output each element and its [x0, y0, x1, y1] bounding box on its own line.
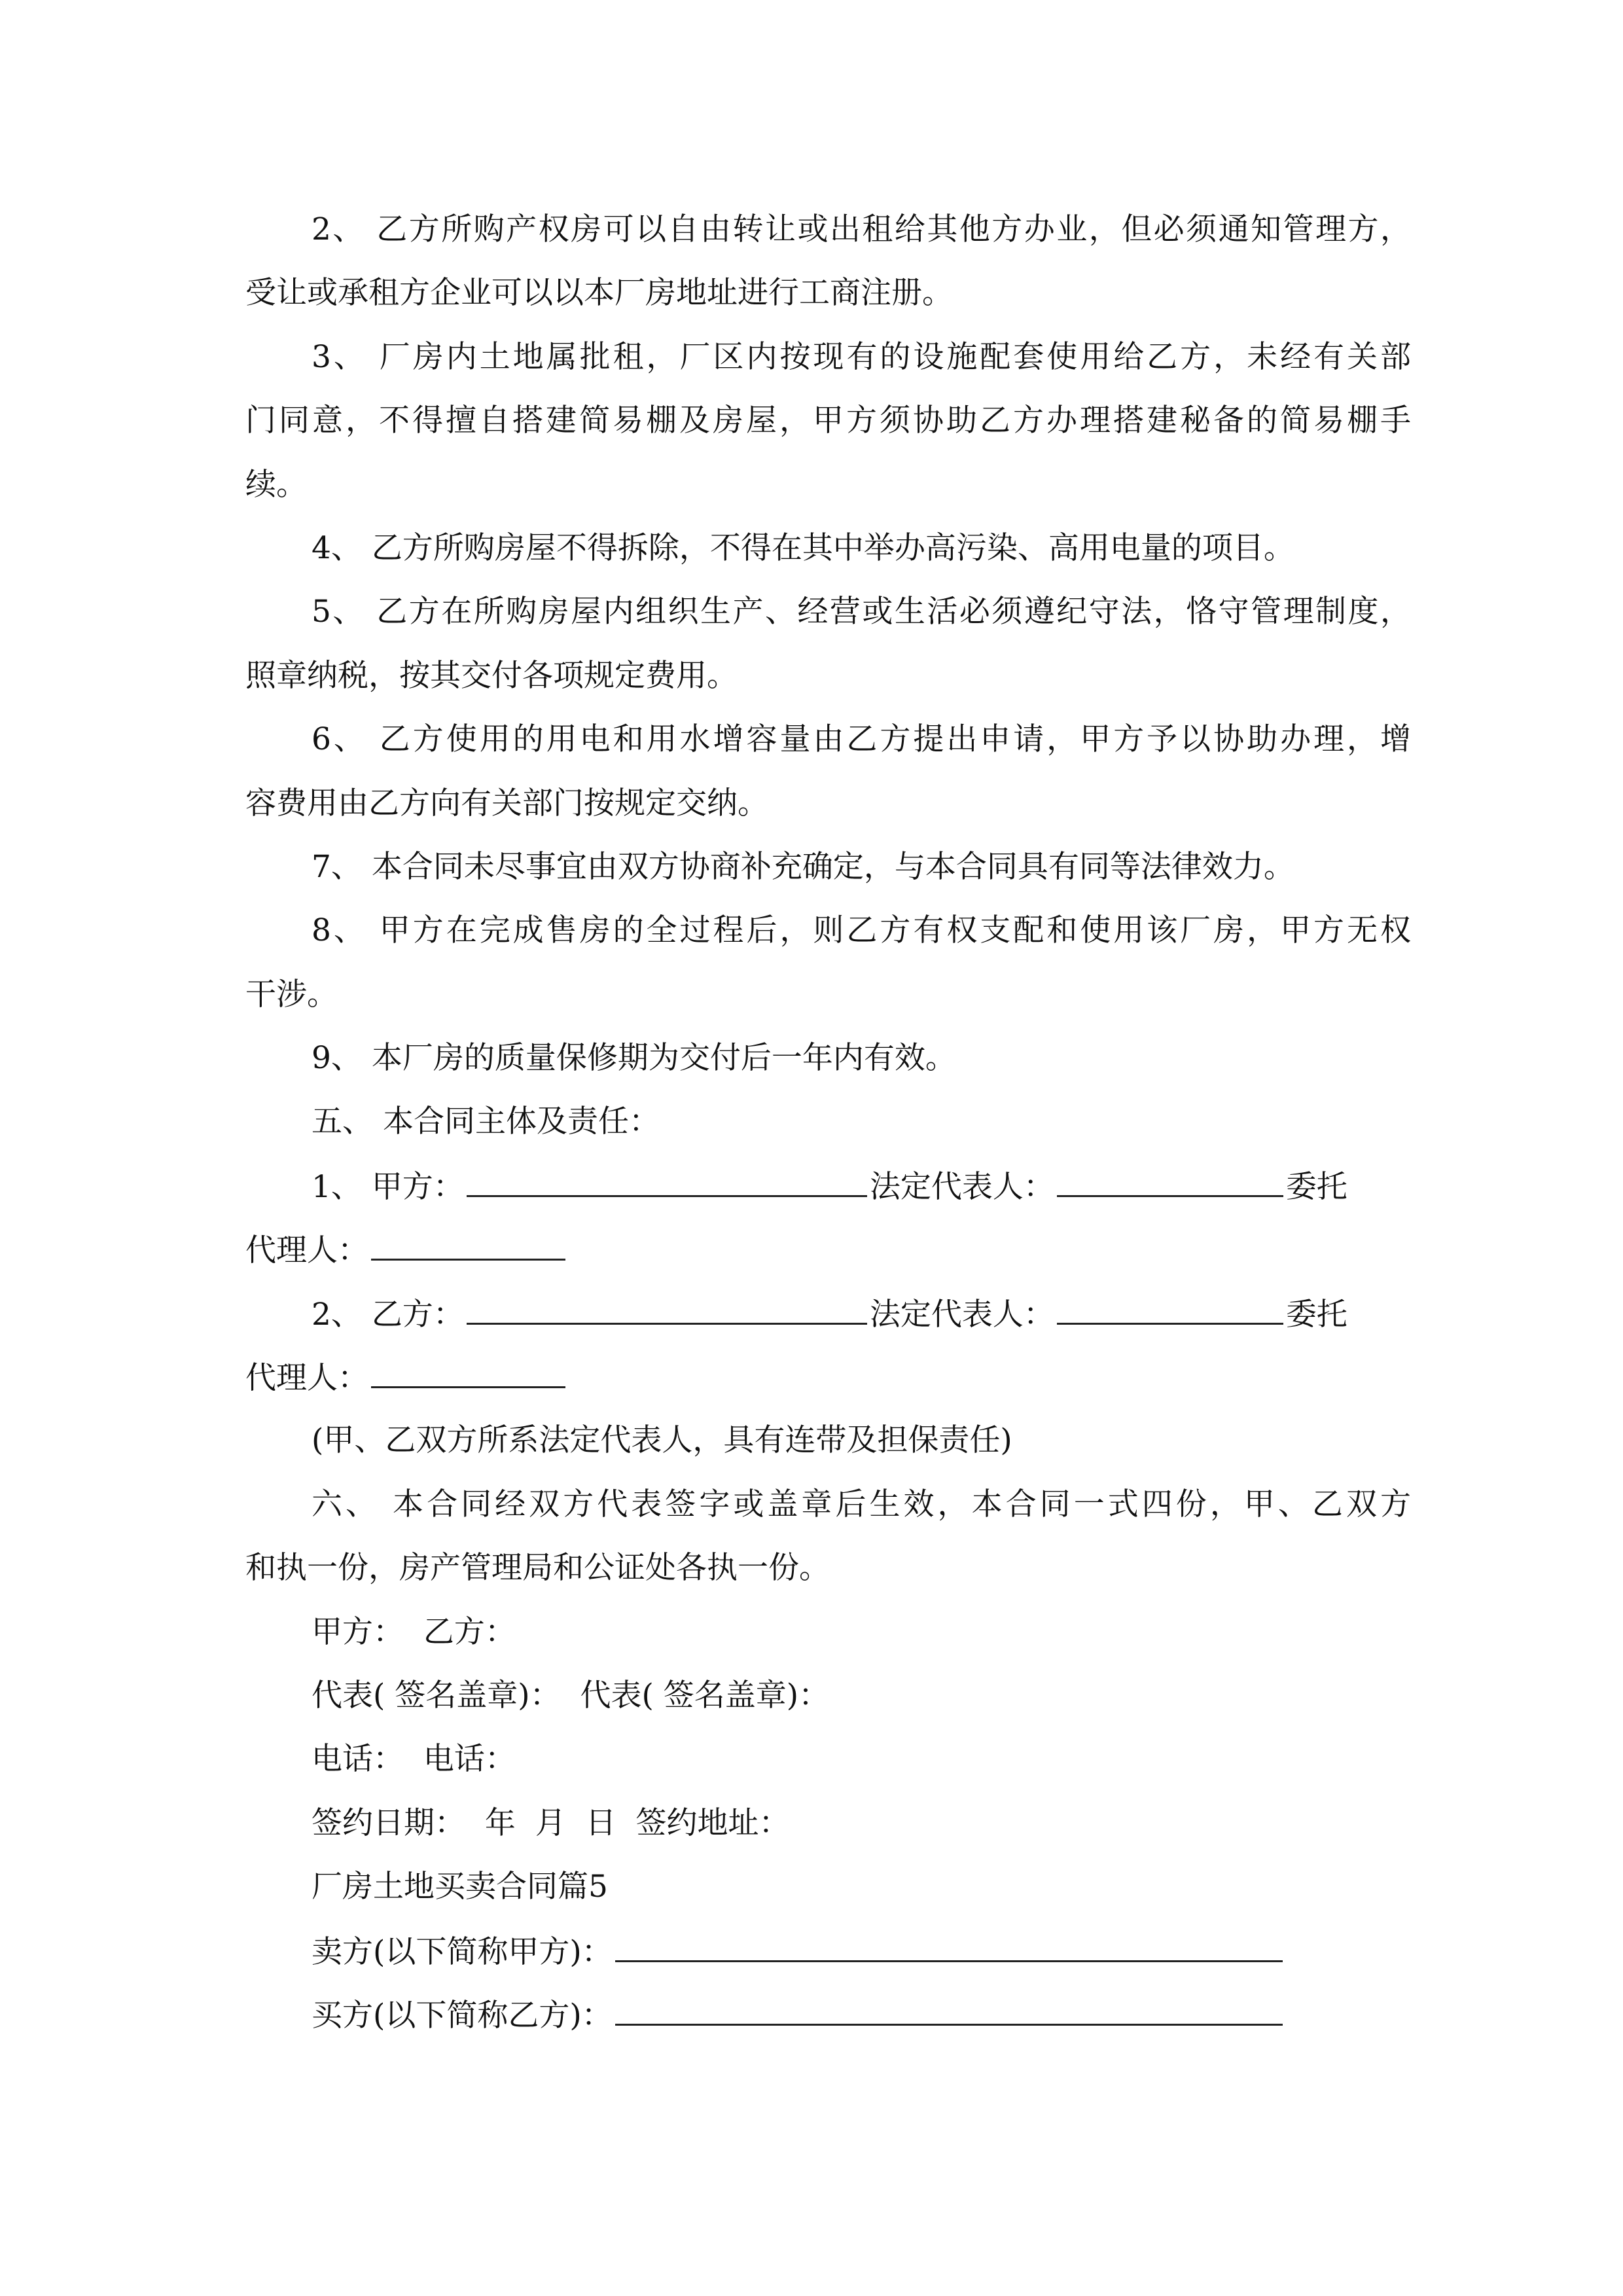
fill-in-blank[interactable]: [615, 1995, 1283, 2026]
line-text: 8、 甲方在完成售房的全过程后，则乙方有权支配和使用该厂房，甲方无权: [312, 912, 1411, 949]
line-text: 容费用由乙方向有关部门按规定交纳。: [245, 785, 768, 821]
text-line: [245, 720, 1411, 783]
text-line: [245, 911, 1411, 975]
line-text: 代表( 签名盖章)： 代表( 签名盖章)：: [312, 1677, 830, 1713]
text-line: [245, 1357, 1411, 1421]
text-line: [245, 1613, 1411, 1676]
text-line: [245, 592, 1411, 656]
line-text: 和执一份，房产管理局和公证处各执一份。: [245, 1550, 830, 1587]
line-text: 4、 乙方所购房屋不得拆除，不得在其中举办高污染、高用电量的项目。: [312, 529, 1294, 566]
line-text: 门同意，不得擅自搭建简易棚及房屋，甲方须协助乙方办理搭建秘备的简易棚手: [245, 403, 1411, 439]
text-line: [245, 1421, 1411, 1484]
fill-in-blank[interactable]: [371, 1230, 565, 1261]
line-text: 法定代表人：: [869, 1168, 1054, 1205]
text-line: [245, 848, 1411, 911]
text-line: [245, 465, 1411, 529]
line-text: 5、 乙方在所购房屋内组织生产、经营或生活必须遵纪守法，恪守管理制度，: [312, 594, 1411, 630]
text-line: [245, 1485, 1411, 1549]
line-text: 卖方(以下简称甲方)：: [312, 1933, 613, 1970]
text-line: [245, 1995, 1411, 2058]
text-line: [245, 1230, 1411, 1293]
line-text: 厂房土地买卖合同篇5: [312, 1869, 608, 1905]
text-line: [245, 274, 1411, 337]
line-text: 五、 本合同主体及责任：: [312, 1103, 660, 1140]
text-line: [245, 656, 1411, 720]
fill-in-blank[interactable]: [615, 1931, 1283, 1962]
line-text: 3、 厂房内土地属批租，厂区内按现有的设施配套使用给乙方，未经有关部: [312, 338, 1411, 375]
text-line: [245, 338, 1411, 401]
fill-in-blank[interactable]: [1057, 1294, 1283, 1325]
line-text: 续。: [245, 466, 307, 503]
line-text: 受让或承租方企业可以以本厂房地址进行工商注册。: [245, 275, 953, 312]
line-text: 法定代表人：: [869, 1296, 1054, 1333]
text-line: [245, 1804, 1411, 1867]
text-line: [245, 401, 1411, 465]
line-text: 买方(以下简称乙方)：: [312, 1997, 613, 2034]
line-text: 1、 甲方：: [312, 1168, 464, 1205]
line-text: 签约日期： 年 月 日 签约地址：: [312, 1804, 790, 1841]
text-line: [245, 1676, 1411, 1740]
line-text: 2、 乙方：: [312, 1296, 464, 1333]
line-text: 代理人：: [245, 1360, 368, 1397]
text-line: [245, 1102, 1411, 1166]
line-text: 六、 本合同经双方代表签字或盖章后生效，本合同一式四份，甲、乙双方: [312, 1486, 1411, 1522]
line-text: 7、 本合同未尽事宜由双方协商补充确定，与本合同具有同等法律效力。: [312, 848, 1294, 885]
text-line: [245, 1931, 1411, 1995]
text-line: [245, 784, 1411, 848]
text-line: [245, 1549, 1411, 1612]
line-text: (甲、乙双方所系法定代表人，具有连带及担保责任): [312, 1422, 1012, 1459]
text-line: [245, 975, 1411, 1039]
text-line: [245, 1166, 1411, 1230]
fill-in-blank[interactable]: [467, 1294, 867, 1325]
text-line: [245, 1740, 1411, 1803]
text-line: [245, 1294, 1411, 1357]
line-text: 委托: [1285, 1296, 1347, 1333]
line-text: 委托: [1285, 1168, 1347, 1205]
line-text: 干涉。: [245, 976, 338, 1013]
line-text: 电话： 电话：: [312, 1741, 516, 1778]
line-text: 甲方： 乙方：: [312, 1613, 516, 1650]
fill-in-blank[interactable]: [467, 1166, 867, 1197]
fill-in-blank[interactable]: [371, 1357, 565, 1388]
contract-page: [245, 210, 1411, 2058]
fill-in-blank[interactable]: [1057, 1166, 1283, 1197]
text-line: [245, 529, 1411, 592]
text-line: [245, 1039, 1411, 1102]
line-text: 6、 乙方使用的用电和用水增容量由乙方提出申请，甲方予以协助办理，增: [312, 721, 1411, 758]
line-text: 代理人：: [245, 1232, 368, 1269]
line-text: 照章纳税，按其交付各项规定费用。: [245, 657, 738, 694]
line-text: 2、 乙方所购产权房可以自由转让或出租给其他方办业，但必须通知管理方，: [312, 211, 1411, 247]
text-line: [245, 1867, 1411, 1931]
line-text: 9、 本厂房的质量保修期为交付后一年内有效。: [312, 1040, 956, 1077]
text-line: [245, 210, 1411, 274]
